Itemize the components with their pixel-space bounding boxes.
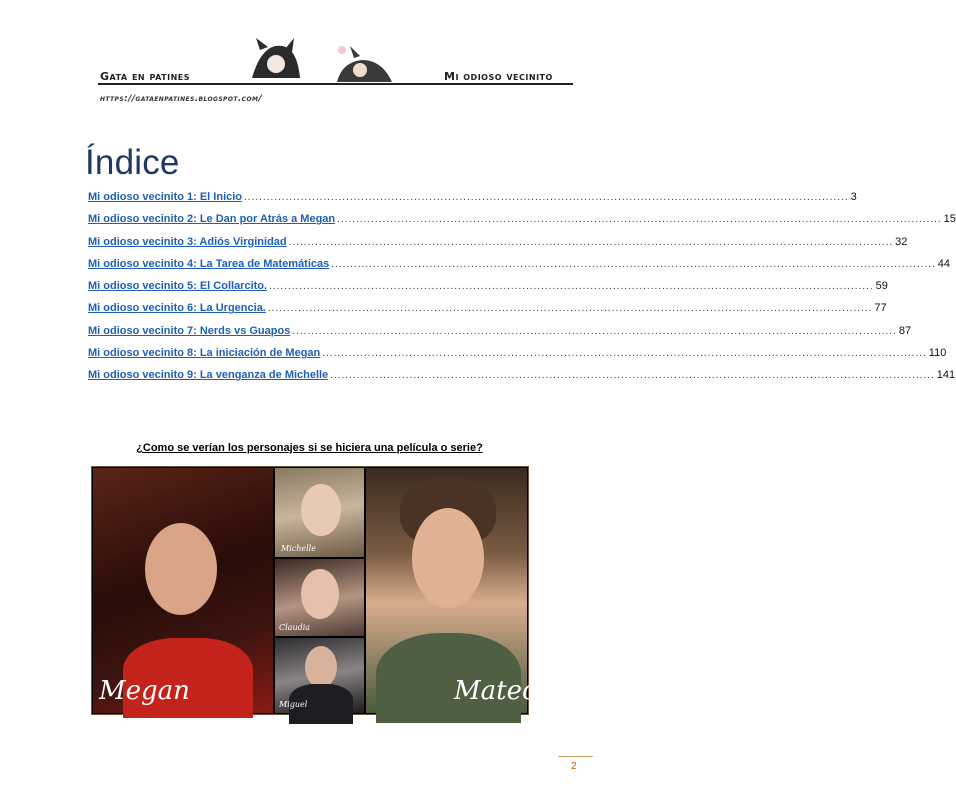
megan-photo [93,468,273,713]
header-divider [98,83,573,85]
page-title: Índice [85,143,180,182]
toc-entry [88,257,951,280]
toc-leader-dots [330,370,935,381]
toc-leader-dots [292,326,897,337]
toc-leader-dots [337,214,942,225]
page-number: 2 [571,761,577,772]
toc-page-number: 110 [928,347,947,360]
toc-page-number: 3 [850,191,857,203]
miguel-photo [275,638,364,713]
collage-caption: ¿Como se verían los personajes si se hiciera una película o serie? [136,442,483,454]
michelle-name-label: Michelle [281,544,316,553]
toc-entry [88,235,908,258]
claudia-photo [275,559,364,636]
character-collage [91,466,538,715]
toc-leader-dots [269,281,874,292]
header-blog-url: https://gataenpatines.blogspot.com/ [100,94,263,104]
table-of-contents [88,191,956,392]
toc-entry-link[interactable]: Mi odioso vecinito 2: Le Dan por Atrás a Megan [88,213,336,226]
toc-entry [88,213,956,235]
toc-entry [88,369,956,391]
footer-divider [558,756,593,757]
mateo-photo [366,468,538,713]
toc-leader-dots [289,237,894,248]
toc-page-number: 44 [937,257,951,270]
toc-leader-dots [244,192,849,203]
megan-name-label: Megan [99,676,190,706]
toc-entry [88,191,857,213]
toc-entry-link[interactable]: Mi odioso vecinito 9: La venganza de Michelle [88,369,329,382]
toc-entry-link[interactable]: Mi odioso vecinito 7: Nerds vs Guapos [88,324,291,337]
toc-entry-link[interactable]: Mi odioso vecinito 6: La Urgencia. [88,302,266,315]
toc-entry [88,302,887,324]
claudia-name-label: Claudia [279,623,311,632]
toc-entry-link[interactable]: Mi odioso vecinito 3: Adiós Virginidad [88,235,287,248]
toc-entry [88,280,888,302]
toc-entry-link[interactable]: Mi odioso vecinito 5: El Collarcito. [88,280,268,293]
mateo-name-label: Mateo [454,676,538,706]
header-story-title: Mi odioso vecinito [444,70,553,83]
anime-cat-girls-header-art [242,38,412,84]
miguel-name-label: Miguel [279,700,308,709]
toc-entry-link[interactable]: Mi odioso vecinito 4: La Tarea de Matemáticas [88,257,330,270]
toc-page-number: 32 [895,235,908,248]
toc-entry-link[interactable]: Mi odioso vecinito 1: El Inicio [88,191,243,203]
toc-entry [88,347,947,369]
toc-page-number: 141 [936,369,956,382]
toc-page-number: 77 [874,302,887,315]
toc-page-number: 87 [898,324,912,337]
toc-entry-link[interactable]: Mi odioso vecinito 8: La iniciación de Megan [88,347,321,360]
toc-leader-dots [322,348,927,359]
toc-page-number: 15 [943,213,956,226]
toc-leader-dots [331,259,936,270]
michelle-photo [275,468,364,557]
toc-entry [88,324,912,347]
header-blog-title: Gata en patines [100,70,191,83]
toc-page-number: 59 [875,280,888,293]
toc-leader-dots [268,303,873,314]
